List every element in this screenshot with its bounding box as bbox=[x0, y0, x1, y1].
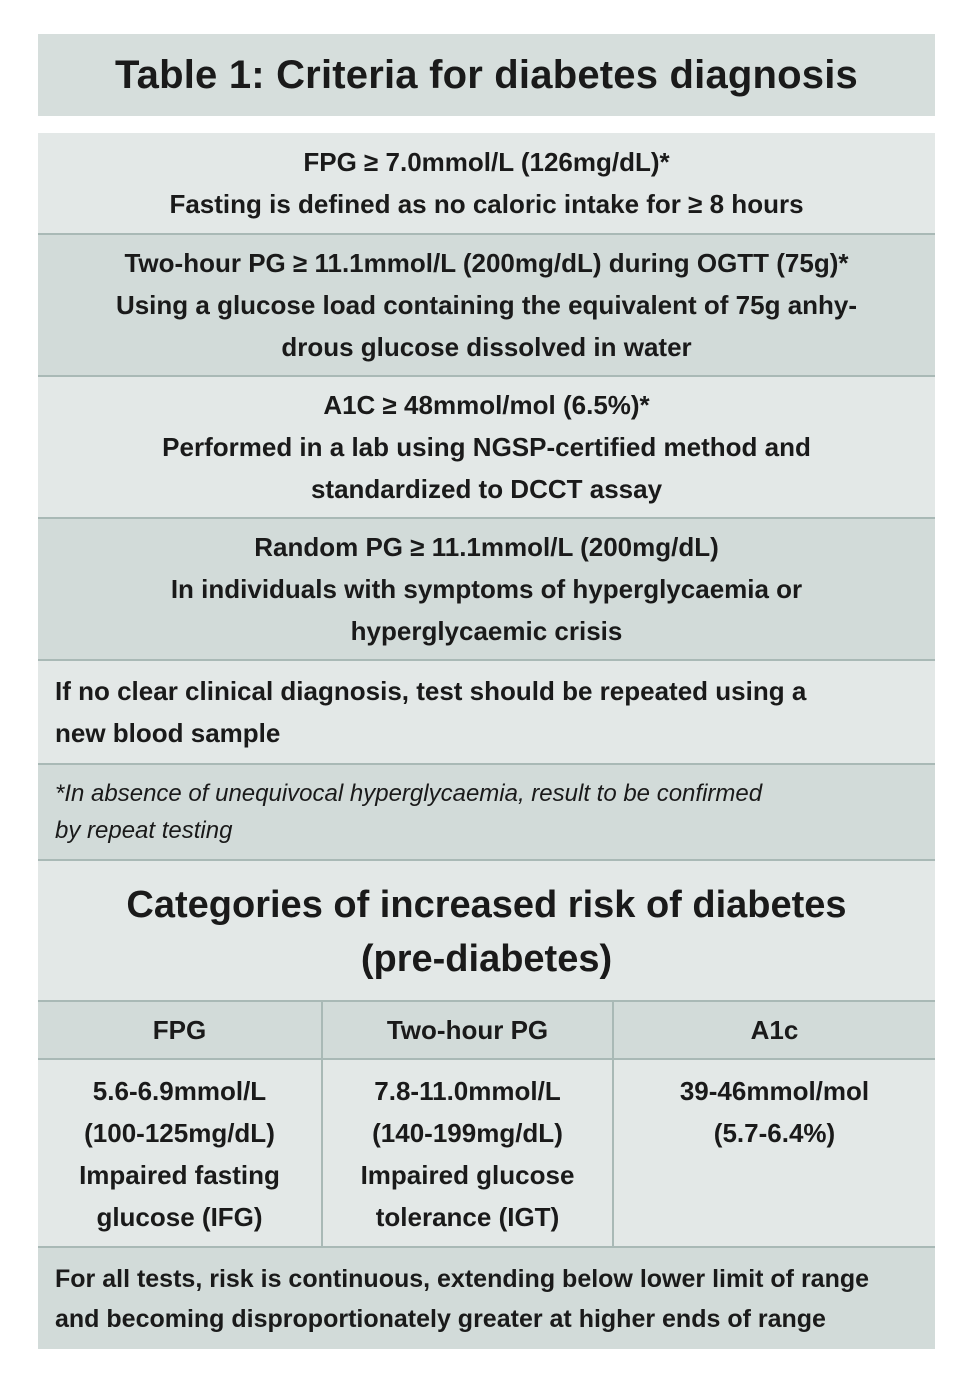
risk-column-fpg bbox=[38, 1002, 321, 1246]
footnote bbox=[38, 765, 935, 861]
criterion-random-pg-line-1: Random PG ≥ 11.1mmol/L (200mg/dL) bbox=[254, 532, 719, 562]
cell-fpg-line-1: 5.6-6.9mmol/L bbox=[92, 1076, 267, 1106]
criterion-a1c bbox=[38, 377, 935, 519]
criterion-random-pg-line-3: hyperglycaemic crisis bbox=[350, 616, 623, 646]
risk-footer-note bbox=[38, 1246, 935, 1349]
risk-table bbox=[38, 1002, 935, 1246]
table-title: Table 1: Criteria for diabetes diagnosis bbox=[38, 34, 935, 116]
criterion-fpg-line-2: Fasting is defined as no caloric intake for ≥ 8 hours bbox=[169, 189, 804, 219]
header-two-hour-pg: Two-hour PG bbox=[323, 1002, 612, 1060]
criterion-random-pg bbox=[38, 519, 935, 661]
criterion-two-hour-pg-line-2: Using a glucose load containing the equivalent of 75g anhy- bbox=[115, 290, 858, 320]
criterion-a1c-line-2: Performed in a lab using NGSP-certified method and bbox=[162, 432, 811, 462]
cell-fpg-line-2: (100-125mg/dL) bbox=[84, 1118, 275, 1148]
cell-two-hour-pg-line-3: Impaired glucose bbox=[360, 1160, 575, 1190]
footer-line-2: and becoming disproportionately greater at higher ends of range bbox=[55, 1305, 826, 1333]
repeat-test-note-line-2: new blood sample bbox=[55, 718, 281, 748]
cell-two-hour-pg-line-4: tolerance (IGT) bbox=[375, 1202, 560, 1232]
criterion-two-hour-pg bbox=[38, 235, 935, 377]
cell-fpg-line-4: glucose (IFG) bbox=[96, 1202, 263, 1232]
risk-title-line-1: Categories of increased risk of diabetes bbox=[126, 884, 847, 926]
cell-fpg-line-3: Impaired fasting bbox=[79, 1160, 280, 1190]
cell-two-hour-pg bbox=[323, 1060, 612, 1246]
criterion-a1c-line-3: standardized to DCCT assay bbox=[310, 474, 663, 504]
risk-categories-title bbox=[38, 861, 935, 1002]
cell-a1c-line-2: (5.7-6.4%) bbox=[713, 1118, 836, 1148]
risk-column-a1c bbox=[612, 1002, 935, 1246]
repeat-test-note-line-1: If no clear clinical diagnosis, test should be repeated using a bbox=[55, 676, 807, 706]
cell-a1c-line-1: 39-46mmol/mol bbox=[679, 1076, 870, 1106]
criterion-two-hour-pg-line-1: Two-hour PG ≥ 11.1mmol/L (200mg/dL) during OGTT (75g)* bbox=[124, 248, 849, 278]
criterion-random-pg-line-2: In individuals with symptoms of hyperglycaemia or bbox=[170, 574, 803, 604]
risk-title-line-2: (pre-diabetes) bbox=[360, 938, 613, 980]
cell-two-hour-pg-line-2: (140-199mg/dL) bbox=[372, 1118, 563, 1148]
criterion-fpg-line-1: FPG ≥ 7.0mmol/L (126mg/dL)* bbox=[303, 147, 670, 177]
criterion-two-hour-pg-line-3: drous glucose dissolved in water bbox=[281, 332, 692, 362]
cell-fpg bbox=[38, 1060, 321, 1246]
criterion-a1c-line-1: A1C ≥ 48mmol/mol (6.5%)* bbox=[323, 390, 650, 420]
diabetes-criteria-table bbox=[38, 34, 935, 1349]
risk-column-two-hour-pg bbox=[321, 1002, 612, 1246]
cell-a1c bbox=[614, 1060, 935, 1162]
header-a1c: A1c bbox=[614, 1002, 935, 1060]
spacer bbox=[38, 116, 935, 133]
criterion-fpg bbox=[38, 133, 935, 235]
repeat-test-note bbox=[38, 661, 935, 765]
cell-two-hour-pg-line-1: 7.8-11.0mmol/L bbox=[374, 1076, 561, 1106]
footnote-line-1: *In absence of unequivocal hyperglycaemia, result to be confirmed bbox=[55, 780, 763, 807]
footer-line-1: For all tests, risk is continuous, extending below lower limit of range bbox=[55, 1265, 870, 1293]
footnote-line-2: by repeat testing bbox=[55, 817, 233, 844]
header-fpg: FPG bbox=[38, 1002, 321, 1060]
